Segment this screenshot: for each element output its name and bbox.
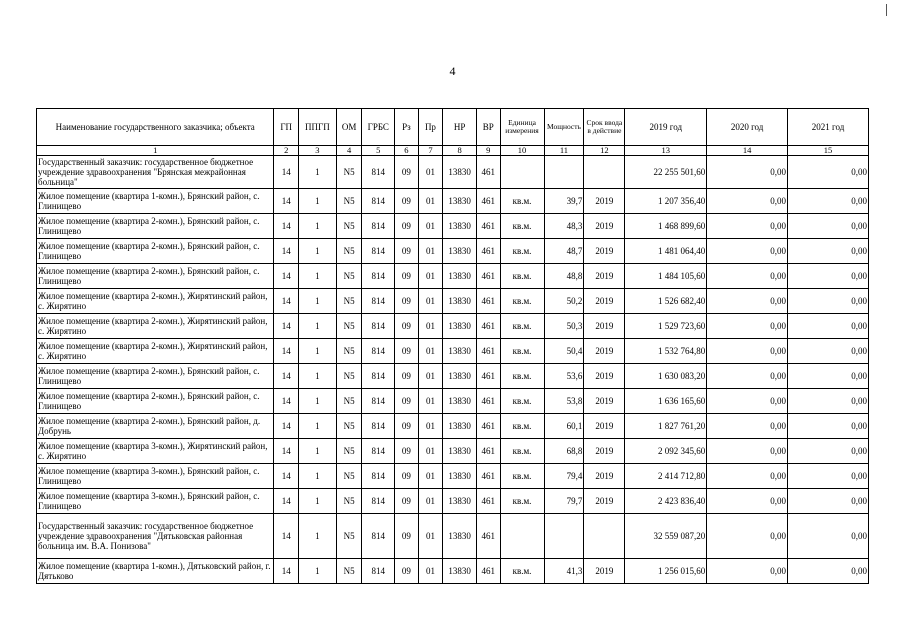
cell-nr: 13830 [443, 439, 477, 464]
cell-power: 53,8 [544, 389, 584, 414]
cell-unit: кв.м. [500, 264, 544, 289]
cell-2021: 0,00 [788, 489, 869, 514]
cell-pr: 01 [418, 189, 443, 214]
cell-vr: 461 [476, 489, 500, 514]
cell-name: Государственный заказчик: государственное бюджетное учреждение здравоохранения "Дятьковская районная больница им. В.А. Понизова" [37, 514, 274, 559]
cell-name: Жилое помещение (квартира 1-комн.), Брянский район, с. Глинищево [37, 189, 274, 214]
cell-vr: 461 [476, 156, 500, 189]
cell-2020: 0,00 [707, 289, 788, 314]
cell-2021: 0,00 [788, 514, 869, 559]
cell-gp: 14 [274, 389, 299, 414]
cell-2020: 0,00 [707, 339, 788, 364]
column-number: 10 [500, 146, 544, 156]
table-row [37, 464, 869, 489]
cell-name: Жилое помещение (квартира 2-комн.), Брянский район, с. Глинищево [37, 214, 274, 239]
cell-vr: 461 [476, 439, 500, 464]
cell-name: Жилое помещение (квартира 3-комн.), Брянский район, с. Глинищево [37, 464, 274, 489]
cell-rz: 09 [395, 464, 419, 489]
cell-rz: 09 [395, 414, 419, 439]
cell-unit: кв.м. [500, 464, 544, 489]
cell-pr: 01 [418, 389, 443, 414]
cell-rz: 09 [395, 156, 419, 189]
cell-ppgp: 1 [298, 489, 336, 514]
cell-unit: кв.м. [500, 189, 544, 214]
cell-2019: 1 636 165,60 [625, 389, 707, 414]
cell-om: N5 [336, 514, 362, 559]
cell-nr: 13830 [443, 514, 477, 559]
cell-2021: 0,00 [788, 189, 869, 214]
cell-grbs: 814 [362, 514, 395, 559]
cell-power: 48,3 [544, 214, 584, 239]
cell-rz: 09 [395, 314, 419, 339]
cell-2021: 0,00 [788, 314, 869, 339]
cell-2020: 0,00 [707, 314, 788, 339]
table-row [37, 559, 869, 584]
cell-nr: 13830 [443, 364, 477, 389]
cell-2019: 32 559 087,20 [625, 514, 707, 559]
cell-ppgp: 1 [298, 364, 336, 389]
corner-mark [886, 4, 887, 16]
table-row [37, 214, 869, 239]
col-header-om: ОМ [336, 109, 362, 146]
cell-unit: кв.м. [500, 314, 544, 339]
cell-term: 2019 [584, 314, 625, 339]
cell-power [544, 156, 584, 189]
cell-rz: 09 [395, 264, 419, 289]
cell-rz: 09 [395, 389, 419, 414]
cell-2019: 1 256 015,60 [625, 559, 707, 584]
cell-unit [500, 156, 544, 189]
cell-vr: 461 [476, 414, 500, 439]
cell-nr: 13830 [443, 389, 477, 414]
cell-gp: 14 [274, 156, 299, 189]
column-number: 14 [707, 146, 788, 156]
cell-vr: 461 [476, 559, 500, 584]
cell-vr: 461 [476, 214, 500, 239]
table-row [37, 314, 869, 339]
cell-ppgp: 1 [298, 414, 336, 439]
cell-name: Жилое помещение (квартира 2-комн.), Брянский район, с. Глинищево [37, 364, 274, 389]
cell-unit: кв.м. [500, 214, 544, 239]
cell-grbs: 814 [362, 559, 395, 584]
cell-unit: кв.м. [500, 439, 544, 464]
cell-vr: 461 [476, 464, 500, 489]
cell-om: N5 [336, 339, 362, 364]
cell-ppgp: 1 [298, 239, 336, 264]
cell-gp: 14 [274, 289, 299, 314]
cell-2019: 1 468 899,60 [625, 214, 707, 239]
column-number: 6 [395, 146, 419, 156]
cell-rz: 09 [395, 289, 419, 314]
cell-term: 2019 [584, 364, 625, 389]
cell-nr: 13830 [443, 414, 477, 439]
cell-om: N5 [336, 439, 362, 464]
cell-pr: 01 [418, 339, 443, 364]
cell-term: 2019 [584, 189, 625, 214]
cell-grbs: 814 [362, 464, 395, 489]
cell-2019: 2 092 345,60 [625, 439, 707, 464]
cell-om: N5 [336, 414, 362, 439]
cell-grbs: 814 [362, 156, 395, 189]
column-number: 15 [788, 146, 869, 156]
cell-vr: 461 [476, 189, 500, 214]
cell-gp: 14 [274, 214, 299, 239]
cell-name: Жилое помещение (квартира 2-комн.), Жирятинский район, с. Жирятино [37, 339, 274, 364]
cell-2019: 1 630 083,20 [625, 364, 707, 389]
cell-gp: 14 [274, 414, 299, 439]
cell-name: Жилое помещение (квартира 2-комн.), Брянский район, с. Глинищево [37, 389, 274, 414]
table-row [37, 239, 869, 264]
cell-rz: 09 [395, 559, 419, 584]
cell-grbs: 814 [362, 189, 395, 214]
cell-ppgp: 1 [298, 189, 336, 214]
col-header-ppgp: ППГП [298, 109, 336, 146]
cell-name: Жилое помещение (квартира 2-комн.), Жирятинский район, с. Жирятино [37, 289, 274, 314]
col-header-vr: ВР [476, 109, 500, 146]
cell-gp: 14 [274, 239, 299, 264]
cell-vr: 461 [476, 514, 500, 559]
cell-name: Жилое помещение (квартира 3-комн.), Брянский район, с. Глинищево [37, 489, 274, 514]
cell-om: N5 [336, 189, 362, 214]
cell-om: N5 [336, 289, 362, 314]
cell-nr: 13830 [443, 339, 477, 364]
cell-unit: кв.м. [500, 559, 544, 584]
cell-grbs: 814 [362, 314, 395, 339]
cell-ppgp: 1 [298, 559, 336, 584]
cell-rz: 09 [395, 364, 419, 389]
cell-unit: кв.м. [500, 414, 544, 439]
cell-pr: 01 [418, 314, 443, 339]
cell-power: 48,8 [544, 264, 584, 289]
cell-term [584, 514, 625, 559]
cell-2020: 0,00 [707, 559, 788, 584]
cell-term: 2019 [584, 339, 625, 364]
cell-vr: 461 [476, 364, 500, 389]
cell-unit: кв.м. [500, 239, 544, 264]
cell-om: N5 [336, 364, 362, 389]
column-number: 12 [584, 146, 625, 156]
cell-2021: 0,00 [788, 264, 869, 289]
cell-vr: 461 [476, 389, 500, 414]
table-row [37, 189, 869, 214]
cell-pr: 01 [418, 489, 443, 514]
col-header-name: Наименование государственного заказчика; объекта [37, 109, 274, 146]
table-row [37, 339, 869, 364]
cell-name: Жилое помещение (квартира 2-комн.), Брянский район, д. Добрунь [37, 414, 274, 439]
cell-term: 2019 [584, 389, 625, 414]
cell-nr: 13830 [443, 239, 477, 264]
cell-2021: 0,00 [788, 214, 869, 239]
cell-nr: 13830 [443, 489, 477, 514]
table-row [37, 289, 869, 314]
cell-grbs: 814 [362, 339, 395, 364]
cell-term: 2019 [584, 239, 625, 264]
cell-2019: 1 207 356,40 [625, 189, 707, 214]
cell-om: N5 [336, 156, 362, 189]
cell-power: 53,6 [544, 364, 584, 389]
cell-2021: 0,00 [788, 289, 869, 314]
cell-gp: 14 [274, 439, 299, 464]
cell-nr: 13830 [443, 214, 477, 239]
cell-rz: 09 [395, 239, 419, 264]
cell-2020: 0,00 [707, 464, 788, 489]
cell-2019: 2 414 712,80 [625, 464, 707, 489]
column-number: 2 [274, 146, 299, 156]
column-number: 13 [625, 146, 707, 156]
cell-nr: 13830 [443, 289, 477, 314]
cell-gp: 14 [274, 489, 299, 514]
cell-2020: 0,00 [707, 489, 788, 514]
col-header-2019: 2019 год [625, 109, 707, 146]
cell-rz: 09 [395, 339, 419, 364]
budget-table [36, 108, 869, 584]
cell-om: N5 [336, 314, 362, 339]
cell-grbs: 814 [362, 239, 395, 264]
column-number: 9 [476, 146, 500, 156]
cell-gp: 14 [274, 264, 299, 289]
cell-ppgp: 1 [298, 514, 336, 559]
cell-2019: 22 255 501,60 [625, 156, 707, 189]
table-body [37, 156, 869, 584]
cell-rz: 09 [395, 214, 419, 239]
cell-power: 48,7 [544, 239, 584, 264]
cell-power: 68,8 [544, 439, 584, 464]
cell-rz: 09 [395, 514, 419, 559]
cell-ppgp: 1 [298, 214, 336, 239]
column-number: 8 [443, 146, 477, 156]
cell-2020: 0,00 [707, 514, 788, 559]
cell-power: 79,4 [544, 464, 584, 489]
cell-pr: 01 [418, 156, 443, 189]
cell-term [584, 156, 625, 189]
table-row [37, 414, 869, 439]
cell-power: 79,7 [544, 489, 584, 514]
cell-grbs: 814 [362, 264, 395, 289]
cell-grbs: 814 [362, 439, 395, 464]
col-header-2020: 2020 год [707, 109, 788, 146]
col-header-gp: ГП [274, 109, 299, 146]
column-number: 7 [418, 146, 443, 156]
cell-gp: 14 [274, 514, 299, 559]
cell-pr: 01 [418, 289, 443, 314]
cell-nr: 13830 [443, 189, 477, 214]
cell-2021: 0,00 [788, 464, 869, 489]
cell-rz: 09 [395, 189, 419, 214]
cell-2021: 0,00 [788, 439, 869, 464]
col-header-rz: Рз [395, 109, 419, 146]
column-number: 4 [336, 146, 362, 156]
cell-2021: 0,00 [788, 364, 869, 389]
cell-2021: 0,00 [788, 414, 869, 439]
table-row [37, 364, 869, 389]
cell-name: Государственный заказчик: государственное бюджетное учреждение здравоохранения "Брянская межрайонная больница" [37, 156, 274, 189]
cell-pr: 01 [418, 214, 443, 239]
cell-vr: 461 [476, 289, 500, 314]
cell-rz: 09 [395, 489, 419, 514]
cell-2021: 0,00 [788, 339, 869, 364]
cell-2020: 0,00 [707, 189, 788, 214]
cell-term: 2019 [584, 214, 625, 239]
column-number: 3 [298, 146, 336, 156]
cell-rz: 09 [395, 439, 419, 464]
cell-name: Жилое помещение (квартира 2-комн.), Жирятинский район, с. Жирятино [37, 314, 274, 339]
cell-vr: 461 [476, 314, 500, 339]
cell-gp: 14 [274, 464, 299, 489]
cell-term: 2019 [584, 289, 625, 314]
cell-unit: кв.м. [500, 339, 544, 364]
table-row [37, 389, 869, 414]
cell-ppgp: 1 [298, 314, 336, 339]
cell-2019: 2 423 836,40 [625, 489, 707, 514]
cell-2021: 0,00 [788, 239, 869, 264]
column-number: 1 [37, 146, 274, 156]
cell-om: N5 [336, 264, 362, 289]
cell-2019: 1 827 761,20 [625, 414, 707, 439]
header-row [37, 109, 869, 146]
cell-power: 50,4 [544, 339, 584, 364]
cell-2020: 0,00 [707, 239, 788, 264]
cell-vr: 461 [476, 239, 500, 264]
cell-term: 2019 [584, 559, 625, 584]
cell-power: 50,3 [544, 314, 584, 339]
cell-name: Жилое помещение (квартира 2-комн.), Брянский район, с. Глинищево [37, 264, 274, 289]
cell-unit: кв.м. [500, 289, 544, 314]
table-row [37, 489, 869, 514]
cell-pr: 01 [418, 464, 443, 489]
cell-ppgp: 1 [298, 264, 336, 289]
cell-term: 2019 [584, 439, 625, 464]
cell-2019: 1 529 723,60 [625, 314, 707, 339]
cell-nr: 13830 [443, 314, 477, 339]
cell-2021: 0,00 [788, 389, 869, 414]
cell-nr: 13830 [443, 264, 477, 289]
cell-grbs: 814 [362, 364, 395, 389]
cell-2019: 1 532 764,80 [625, 339, 707, 364]
cell-om: N5 [336, 489, 362, 514]
col-header-pr: Пр [418, 109, 443, 146]
column-number: 11 [544, 146, 584, 156]
cell-ppgp: 1 [298, 289, 336, 314]
cell-2020: 0,00 [707, 414, 788, 439]
cell-unit: кв.м. [500, 489, 544, 514]
cell-name: Жилое помещение (квартира 2-комн.), Брянский район, с. Глинищево [37, 239, 274, 264]
cell-grbs: 814 [362, 289, 395, 314]
table-row [37, 264, 869, 289]
cell-pr: 01 [418, 559, 443, 584]
cell-nr: 13830 [443, 156, 477, 189]
cell-term: 2019 [584, 489, 625, 514]
cell-unit [500, 514, 544, 559]
cell-term: 2019 [584, 264, 625, 289]
cell-pr: 01 [418, 514, 443, 559]
cell-2020: 0,00 [707, 264, 788, 289]
cell-name: Жилое помещение (квартира 3-комн.), Жирятинский район, с. Жирятино [37, 439, 274, 464]
cell-pr: 01 [418, 364, 443, 389]
cell-om: N5 [336, 214, 362, 239]
cell-nr: 13830 [443, 559, 477, 584]
cell-2020: 0,00 [707, 156, 788, 189]
cell-name: Жилое помещение (квартира 1-комн.), Дятьковский район, г. Дятьково [37, 559, 274, 584]
col-header-nr: НР [443, 109, 477, 146]
cell-2021: 0,00 [788, 156, 869, 189]
col-header-power: Мощность [544, 109, 584, 146]
cell-2021: 0,00 [788, 559, 869, 584]
cell-pr: 01 [418, 264, 443, 289]
cell-vr: 461 [476, 339, 500, 364]
cell-pr: 01 [418, 239, 443, 264]
table-row [37, 514, 869, 559]
cell-2019: 1 484 105,60 [625, 264, 707, 289]
cell-gp: 14 [274, 339, 299, 364]
cell-pr: 01 [418, 414, 443, 439]
page-number: 4 [449, 64, 456, 78]
cell-2019: 1 481 064,40 [625, 239, 707, 264]
table-row [37, 156, 869, 189]
cell-power: 50,2 [544, 289, 584, 314]
cell-ppgp: 1 [298, 464, 336, 489]
cell-term: 2019 [584, 414, 625, 439]
cell-om: N5 [336, 239, 362, 264]
cell-2019: 1 526 682,40 [625, 289, 707, 314]
cell-nr: 13830 [443, 464, 477, 489]
table-row [37, 439, 869, 464]
cell-gp: 14 [274, 314, 299, 339]
cell-power [544, 514, 584, 559]
cell-grbs: 814 [362, 414, 395, 439]
cell-power: 60,1 [544, 414, 584, 439]
column-number: 5 [362, 146, 395, 156]
cell-power: 41,3 [544, 559, 584, 584]
col-header-unit: Единица измерения [500, 109, 544, 146]
cell-ppgp: 1 [298, 439, 336, 464]
cell-unit: кв.м. [500, 364, 544, 389]
cell-gp: 14 [274, 559, 299, 584]
cell-om: N5 [336, 559, 362, 584]
cell-gp: 14 [274, 364, 299, 389]
cell-grbs: 814 [362, 214, 395, 239]
col-header-term: Срок ввода в действие [584, 109, 625, 146]
cell-pr: 01 [418, 439, 443, 464]
col-header-2021: 2021 год [788, 109, 869, 146]
cell-2020: 0,00 [707, 389, 788, 414]
cell-vr: 461 [476, 264, 500, 289]
cell-om: N5 [336, 389, 362, 414]
cell-om: N5 [336, 464, 362, 489]
cell-2020: 0,00 [707, 439, 788, 464]
col-header-grbs: ГРБС [362, 109, 395, 146]
cell-ppgp: 1 [298, 389, 336, 414]
cell-2020: 0,00 [707, 214, 788, 239]
cell-2020: 0,00 [707, 364, 788, 389]
cell-unit: кв.м. [500, 389, 544, 414]
cell-term: 2019 [584, 464, 625, 489]
cell-ppgp: 1 [298, 339, 336, 364]
cell-ppgp: 1 [298, 156, 336, 189]
cell-power: 39,7 [544, 189, 584, 214]
column-number-row [37, 146, 869, 156]
cell-gp: 14 [274, 189, 299, 214]
cell-grbs: 814 [362, 489, 395, 514]
cell-grbs: 814 [362, 389, 395, 414]
